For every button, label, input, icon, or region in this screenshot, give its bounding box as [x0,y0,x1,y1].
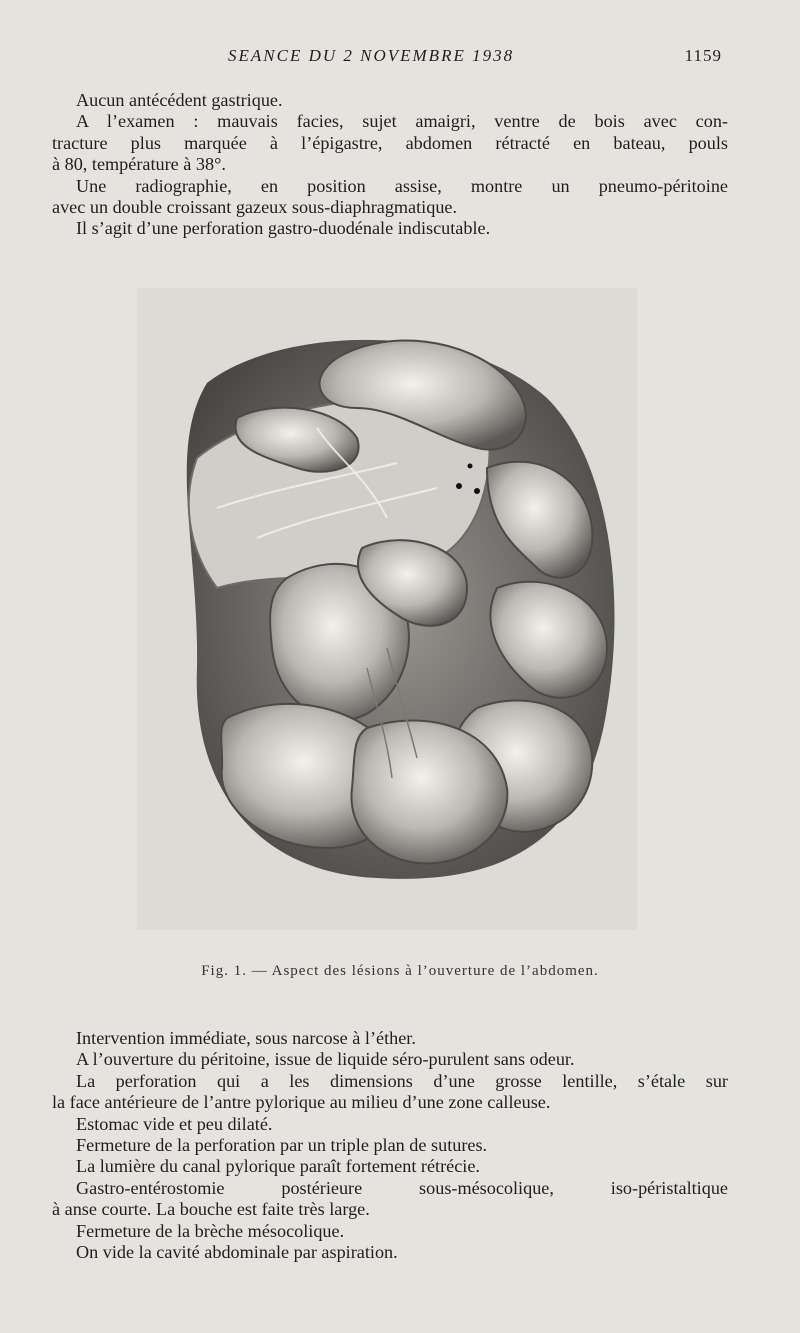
text-line: à anse courte. La bouche est faite très large. [52,1199,370,1220]
text-line: Une radiographie, en position assise, montre un pneumo-péritoine [76,175,728,196]
page-number: 1159 [684,46,722,65]
text-line: Il s’agit d’une perforation gastro-duodénale indiscutable. [76,218,491,239]
text-line: Intervention immédiate, sous narcose à l’éther. [76,1028,416,1048]
body-text-top [52,90,728,240]
text-line: tracture plus marquée à l’épigastre, abdomen rétracté en bateau, pouls [52,132,728,153]
text-line: avec un double croissant gazeux sous-diaphragmatique. [52,197,458,218]
text-line: A l’examen : mauvais facies, sujet amaigri, ventre de bois avec con- [76,111,728,132]
figure-caption: Fig. 1. — Aspect des lésions à l’ouverture de l’abdomen. [201,963,599,979]
intestine-drawing [137,288,637,930]
text-line: La lumière du canal pylorique paraît fortement rétrécie. [76,1156,480,1177]
text-line: Gastro-entérostomie postérieure sous-mésocolique, iso-péristaltique [76,1177,728,1198]
anatomical-illustration [137,288,637,930]
text-line: On vide la cavité abdominale par aspiration. [76,1242,398,1263]
text-line: La perforation qui a les dimensions d’une grosse lentille, s’étale sur [76,1070,728,1091]
running-head [0,46,800,70]
body-text-bottom [52,1028,728,1263]
running-title: SEANCE DU 2 NOVEMBRE 1938 [228,46,515,65]
text-line: Fermeture de la brèche mésocolique. [76,1220,345,1241]
text-line: Aucun antécédent gastrique. [76,90,283,110]
text-line: Estomac vide et peu dilaté. [76,1113,273,1134]
text-line: à 80, température à 38°. [52,154,226,175]
text-line: la face antérieure de l’antre pylorique au milieu d’une zone calleuse. [52,1092,551,1113]
text-line: Fermeture de la perforation par un triple plan de sutures. [76,1135,488,1156]
text-line: A l’ouverture du péritoine, issue de liquide séro-purulent sans odeur. [76,1049,575,1070]
